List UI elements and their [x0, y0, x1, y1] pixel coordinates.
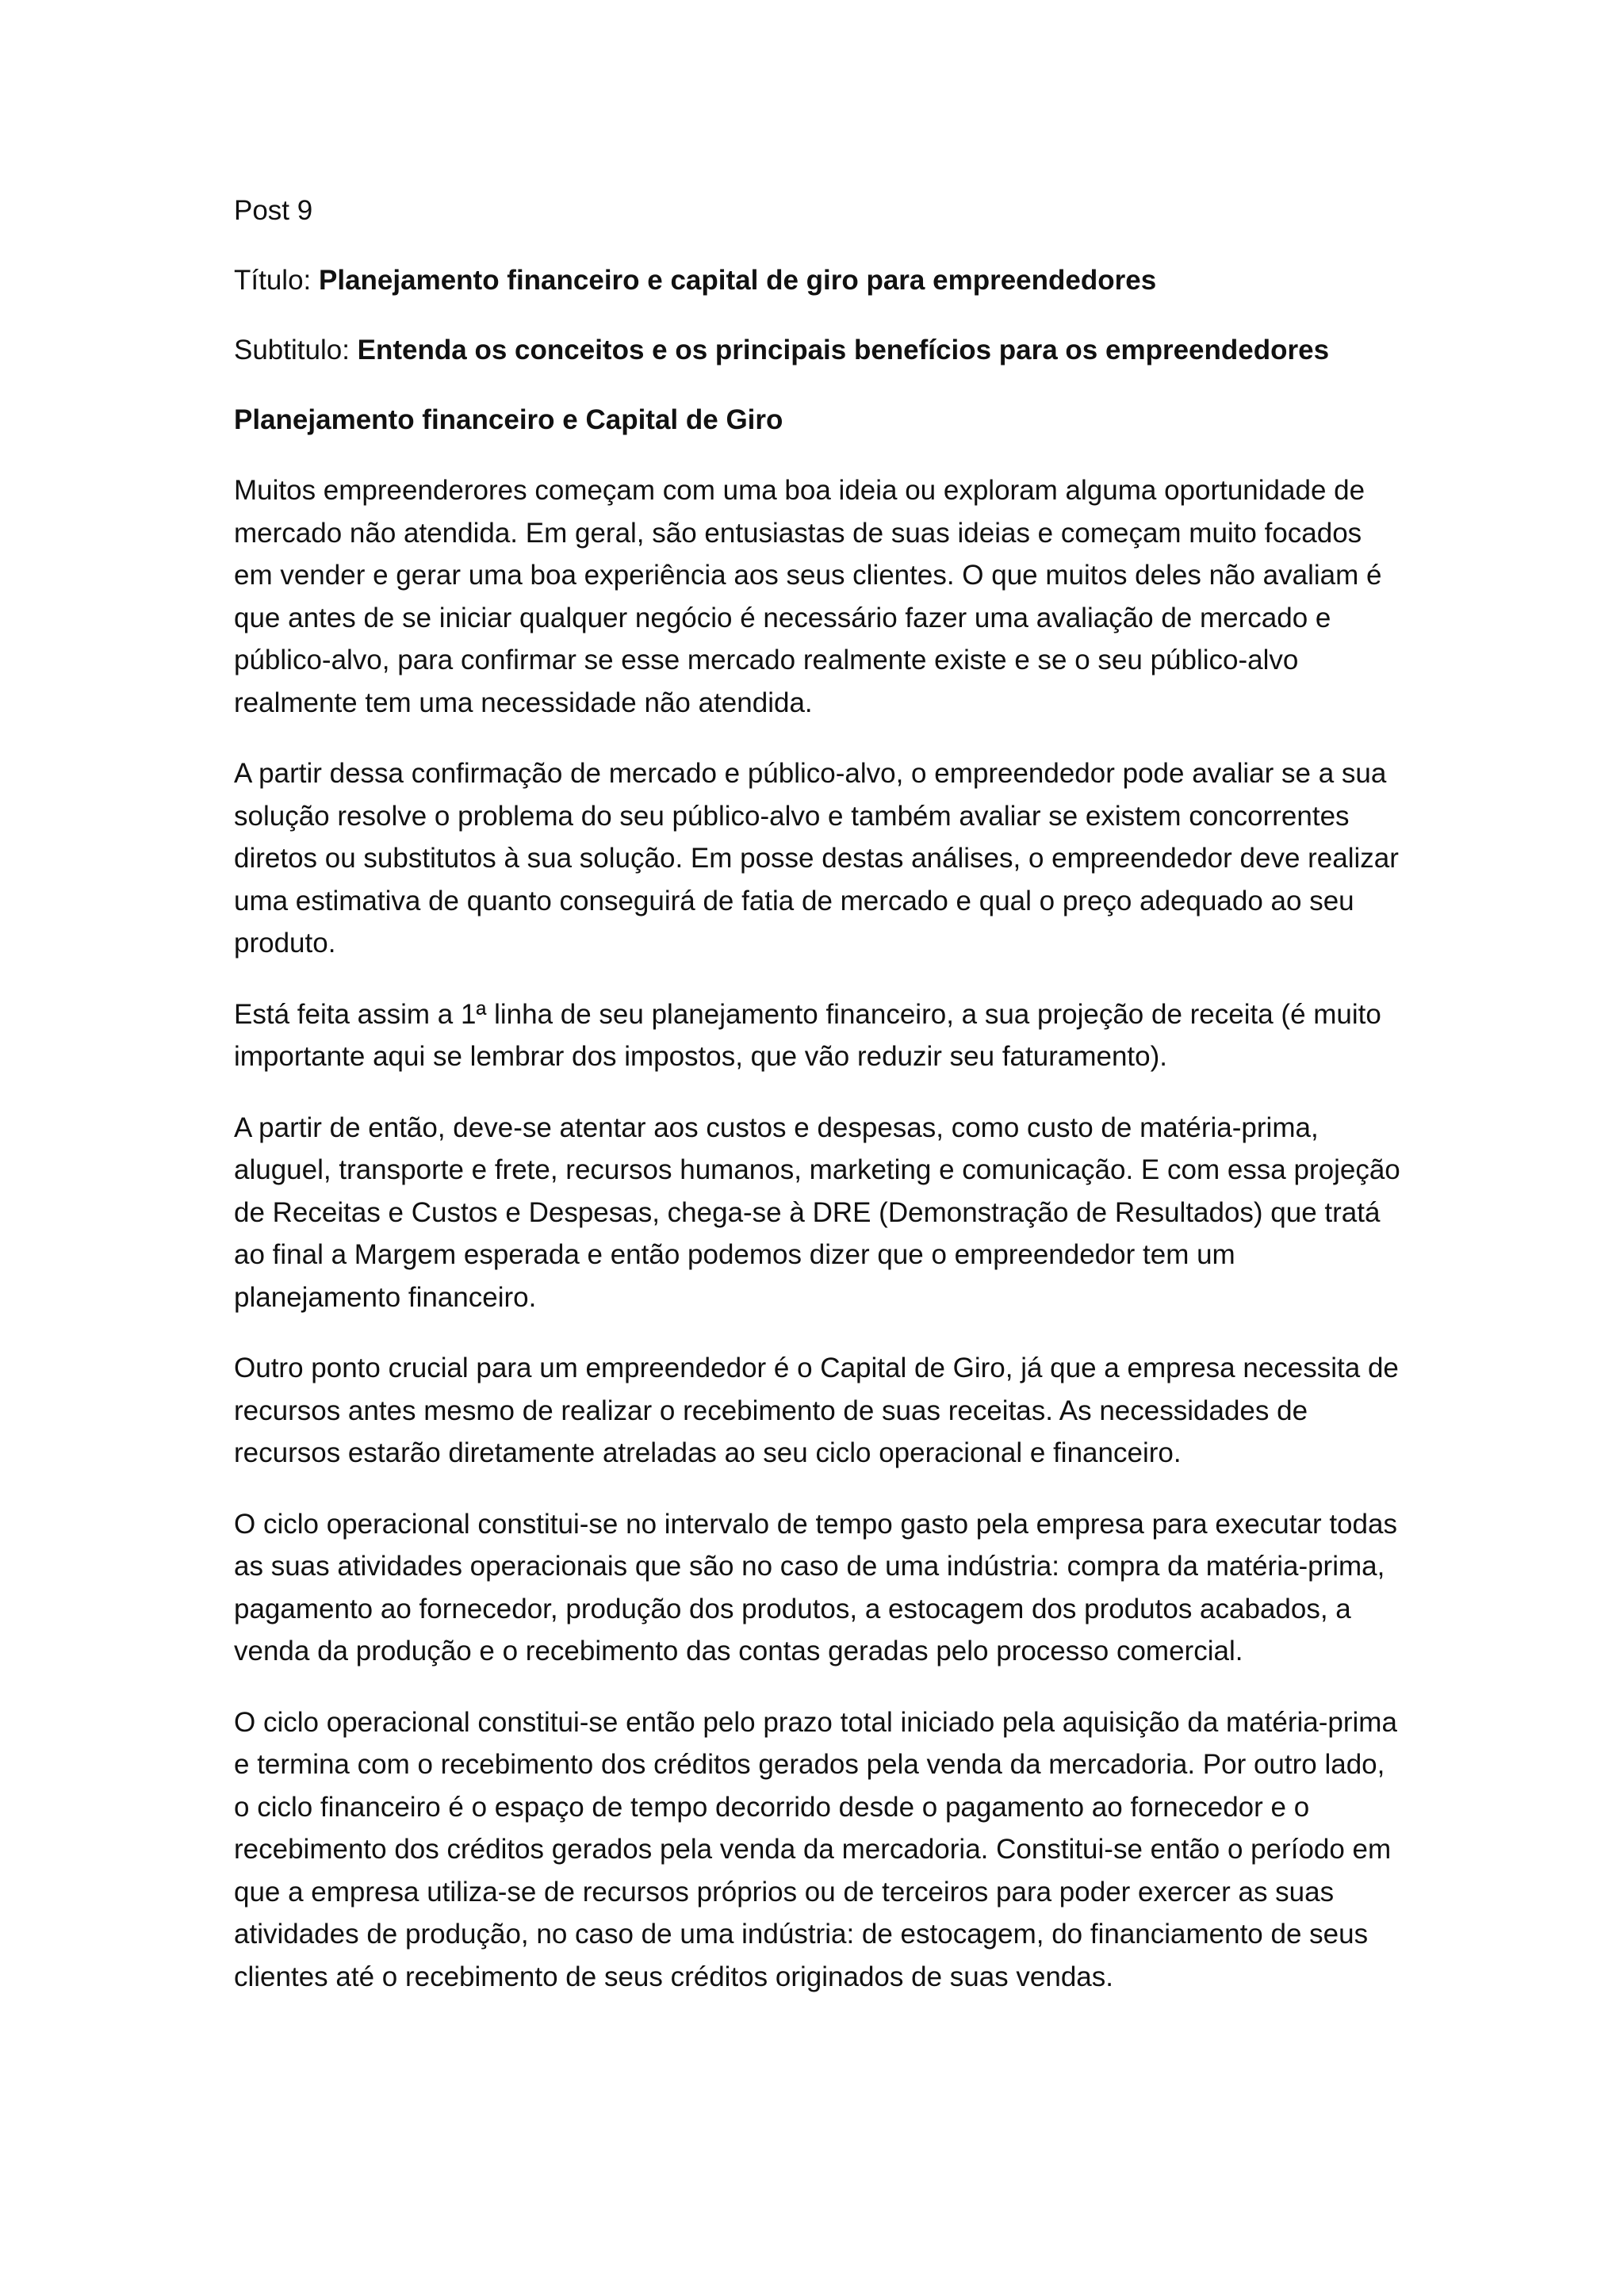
post-label: Post 9 — [234, 195, 313, 226]
document-page — [234, 190, 1408, 2026]
title-label: Título: — [234, 265, 312, 296]
paragraph-7: O ciclo operacional constitui-se então pelo prazo total iniciado pela aquisição da matéria-prima e termina com o recebimento dos créditos gerados pela venda da mercadoria. Por outro lado, o ciclo financeiro é o espaço de tempo decorrido desde o pagamento ao fornecedor e o recebimento dos créditos gerados pela venda da mercadoria. Constitui-se então o período em que a empresa utiliza-se de recursos próprios ou de terceiros para poder exercer as suas atividades de produção, no caso de uma indústria: de estocagem, do financiamento de seus clientes até o recebimento de seus créditos originados de suas vendas. — [234, 1706, 1397, 1992]
subtitle-value: Entenda os conceitos e os principais benefícios para os empreendedores — [357, 335, 1330, 365]
title-line — [234, 260, 1408, 301]
paragraph-3: Está feita assim a 1ª linha de seu planejamento financeiro, a sua projeção de receita (é muito importante aqui se lembrar dos impostos, que vão reduzir seu faturamento). — [234, 998, 1381, 1072]
title-value: Planejamento financeiro e capital de giro para empreendedores — [319, 265, 1157, 296]
paragraph-4: A partir de então, deve-se atentar aos custos e despesas, como custo de matéria-prima, aluguel, transporte e frete, recursos humanos, marketing e comunicação. E com essa projeção de Receitas e Custos e Despesas, chega-se à DRE (Demonstração de Resultados) que tratá ao final a Margem esperada e então podemos dizer que o empreendedor tem um planejamento financeiro. — [234, 1112, 1400, 1313]
paragraph-6: O ciclo operacional constitui-se no intervalo de tempo gasto pela empresa para executar todas as suas atividades operacionais que são no caso de uma indústria: compra da matéria-prima, pagamento ao fornecedor, produção dos produtos, a estocagem dos produtos acabados, a venda da produção e o recebimento das contas geradas pelo processo comercial. — [234, 1508, 1397, 1667]
paragraph-5: Outro ponto crucial para um empreendedor é o Capital de Giro, já que a empresa necessita de recursos antes mesmo de realizar o recebimento de suas receitas. As necessidades de recursos estarão diretamente atreladas ao seu ciclo operacional e financeiro. — [234, 1353, 1399, 1468]
subtitle-label: Subtitulo: — [234, 335, 350, 365]
section-heading: Planejamento financeiro e Capital de Giro — [234, 404, 783, 435]
paragraph-1: Muitos empreenderores começam com uma boa ideia ou exploram alguma oportunidade de mercado não atendida. Em geral, são entusiastas de suas ideias e começam muito focados em vender e gerar uma boa experiência aos seus clientes. O que muitos deles não avaliam é que antes de se iniciar qualquer negócio é necessário fazer uma avaliação de mercado e público-alvo, para confirmar se esse mercado realmente existe e se o seu público-alvo realmente tem uma necessidade não atendida. — [234, 475, 1382, 718]
subtitle-line — [234, 330, 1408, 371]
paragraph-2: A partir dessa confirmação de mercado e público-alvo, o empreendedor pode avaliar se a sua solução resolve o problema do seu público-alvo e também avaliar se existem concorrentes diretos ou substitutos à sua solução. Em posse destas análises, o empreendedor deve realizar uma estimativa de quanto conseguirá de fatia de mercado e qual o preço adequado ao seu produto. — [234, 758, 1399, 959]
